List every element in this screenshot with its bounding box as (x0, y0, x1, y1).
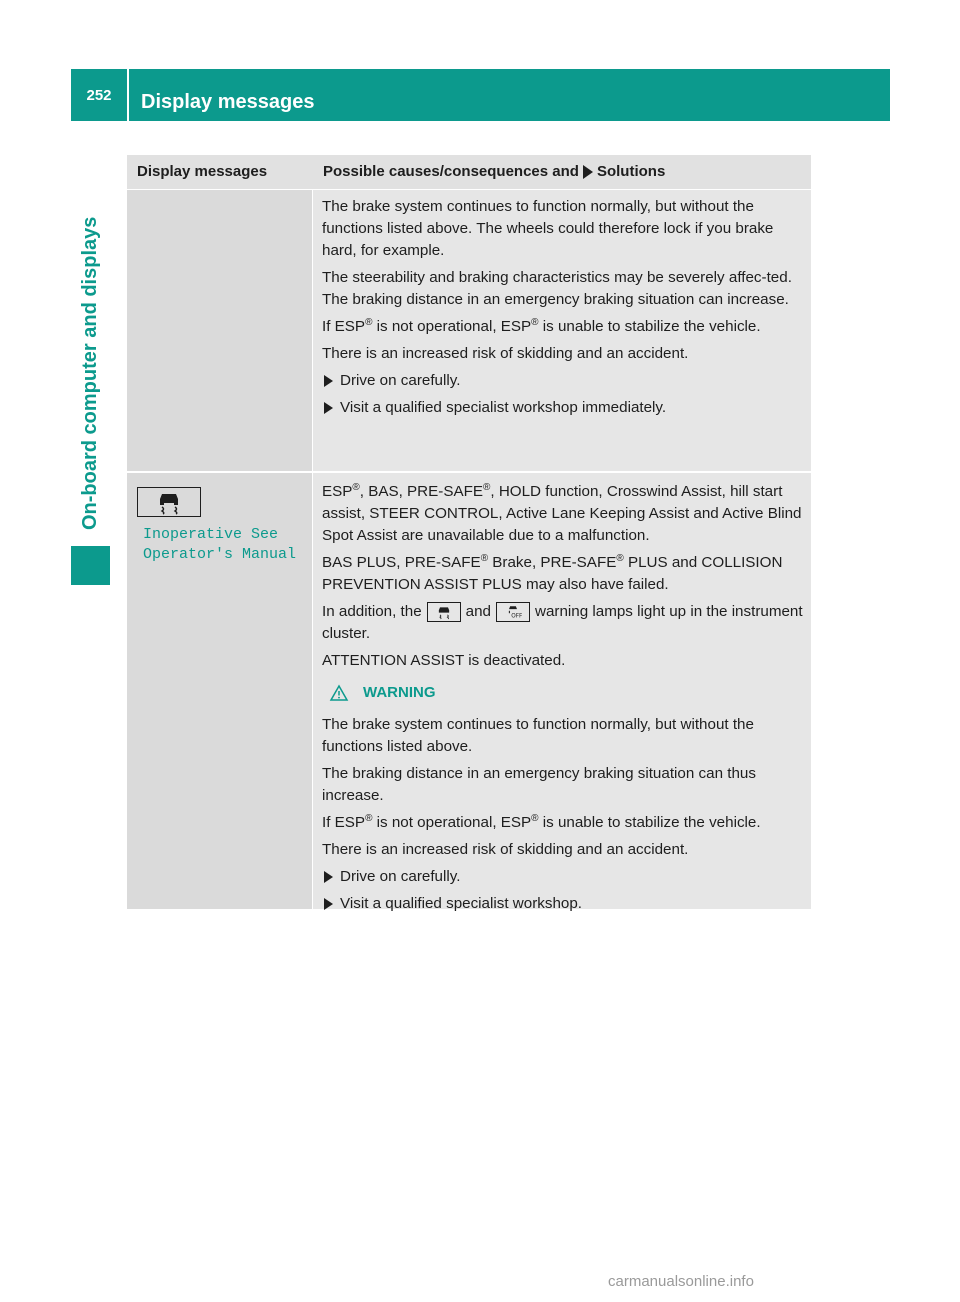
text: is unable to stabilize the vehicle. (538, 318, 761, 335)
warning-label: WARNING (363, 684, 436, 701)
side-tab-marker (71, 546, 110, 585)
instruction-step (322, 893, 804, 915)
esp-skid-icon (137, 487, 201, 517)
esp-skid-icon (427, 602, 461, 622)
page-number: 252 (86, 86, 112, 104)
warning-heading (330, 682, 804, 704)
registered-mark: ® (352, 481, 360, 493)
text: If ESP (322, 814, 366, 831)
instruction-step (322, 397, 804, 419)
step-text: Drive on carefully. (340, 372, 461, 389)
arrow-icon (583, 165, 593, 179)
text: , HOLD function, Crosswind Assist, hill start assist, STEER CONTROL, Active Lane Keeping Assist and Active Blind Spot Assist are unavailable due to a malfunction. (322, 483, 802, 544)
paragraph (322, 552, 804, 596)
text: ESP (322, 483, 353, 500)
arrow-icon (324, 375, 333, 387)
svg-text:OFF: OFF (511, 613, 523, 620)
paragraph: ATTENTION ASSIST is deactivated. (322, 652, 566, 669)
col2-header-text-a: Possible causes/consequences and (323, 163, 579, 180)
text: In addition, the (322, 603, 422, 620)
registered-mark: ® (483, 481, 491, 493)
text: Brake, PRE-SAFE (488, 554, 617, 571)
watermark[interactable]: carmanualsonline.info (608, 1273, 754, 1290)
text: is unable to stabilize the vehicle. (538, 814, 761, 831)
paragraph: There is an increased risk of skidding and an accident. (322, 841, 689, 858)
paragraph (322, 481, 804, 547)
registered-mark: ® (531, 812, 539, 824)
registered-mark: ® (531, 316, 539, 328)
display-message-cell (127, 190, 313, 471)
esp-off-icon (496, 602, 530, 622)
causes-cell (313, 473, 810, 912)
paragraph: The brake system continues to function normally, but without the functions listed above. The wheels could therefore lock if you brake hard, for example. (322, 198, 774, 259)
page-title: Display messages (141, 91, 315, 113)
text: PLUS and COLLISION PREVENTION ASSIST PLUS may also have failed. (322, 554, 783, 593)
text: is not operational, ESP (372, 318, 532, 335)
table-row (127, 473, 811, 911)
paragraph (322, 812, 804, 834)
registered-mark: ® (365, 316, 373, 328)
col2-header-text-b: Solutions (596, 163, 666, 180)
text: warning lamps light up in the instrument cluster. (322, 603, 803, 642)
arrow-icon (324, 898, 333, 910)
paragraph (322, 601, 804, 645)
display-messages-table (127, 155, 811, 911)
text: is not operational, ESP (372, 814, 532, 831)
warning-triangle-icon (330, 685, 348, 701)
table-header (127, 155, 811, 190)
header-divider (127, 69, 129, 121)
display-message-line: Inoperative See (143, 526, 279, 543)
step-text: Drive on carefully. (340, 868, 461, 885)
registered-mark: ® (480, 552, 489, 564)
text: If ESP (322, 318, 366, 335)
instruction-step (322, 866, 804, 888)
registered-mark: ® (616, 552, 624, 564)
step-text: Visit a qualified specialist workshop. (340, 895, 582, 912)
table-row (127, 190, 811, 473)
text: and (465, 603, 491, 620)
paragraph: The steerability and braking characteristics may be severely affec-ted. The braking distance in an emergency braking situation can increase. (322, 269, 792, 308)
paragraph: The brake system continues to function normally, but without the functions listed above. (322, 716, 754, 755)
text: BAS PLUS, PRE-SAFE (322, 554, 481, 571)
registered-mark: ® (365, 812, 373, 824)
paragraph: The braking distance in an emergency braking situation can thus increase. (322, 765, 756, 804)
col1-header: Display messages (137, 163, 268, 180)
side-tab-label: On-board computer and displays (79, 216, 101, 530)
text: , BAS, PRE-SAFE (359, 483, 483, 500)
causes-cell (313, 190, 810, 471)
paragraph (322, 316, 804, 338)
display-message-line: Operator's Manual (143, 546, 297, 563)
instruction-step (322, 370, 804, 392)
arrow-icon (324, 402, 333, 414)
step-text: Visit a qualified specialist workshop immediately. (340, 399, 667, 416)
arrow-icon (324, 871, 333, 883)
display-message-cell (127, 473, 313, 909)
col2-header (314, 155, 811, 189)
paragraph: There is an increased risk of skidding and an accident. (322, 345, 689, 362)
